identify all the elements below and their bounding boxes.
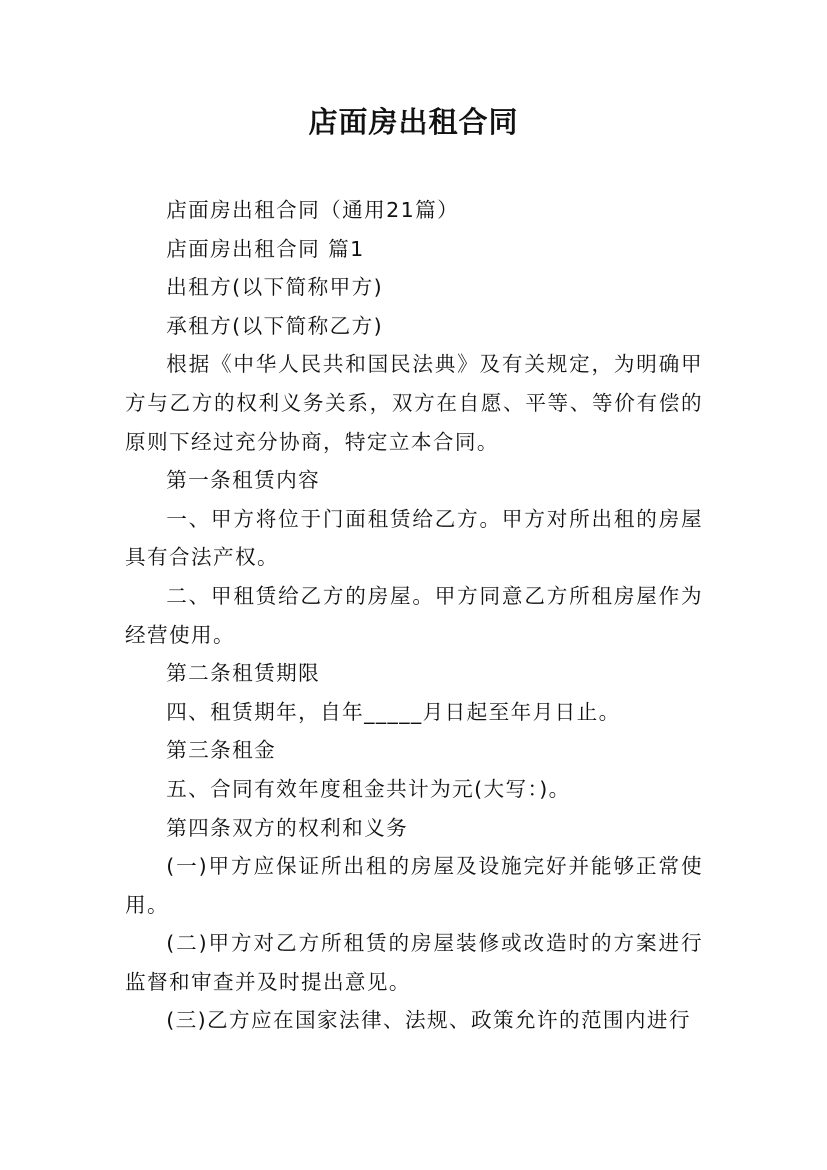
paragraph-article-4-heading: 第四条双方的权利和义务	[166, 815, 409, 840]
paragraph-subtitle: 店面房出租合同（通用21篇）	[166, 198, 460, 222]
paragraph-article-3-heading: 第三条租金	[166, 738, 277, 763]
paragraph-article-4-item-2: (二)甲方对乙方所租赁的房屋装修或改造时的方案进行监督和审查并及时提出意见。	[125, 931, 703, 994]
paragraph-article-2-heading: 第二条租赁期限	[166, 661, 321, 686]
paragraph-article-1-item-2: 二、甲租赁给乙方的房屋。甲方同意乙方所租房屋作为经营使用。	[125, 583, 703, 647]
paragraph-article-4-item-3: (三)乙方应在国家法律、法规、政策允许的范围内进行	[166, 1008, 691, 1033]
paragraph-article-1-item-1: 一、甲方将位于门面租赁给乙方。甲方对所出租的房屋具有合法产权。	[125, 506, 703, 570]
paragraph-section-heading: 店面房出租合同 篇1	[166, 236, 365, 261]
paragraph-preamble: 根据《中华人民共和国民法典》及有关规定，为明确甲方与乙方的权利义务关系，双方在自愿、平等、等价有偿的原则下经过充分协商，特定立本合同。	[125, 352, 703, 454]
paragraph-article-2-item-4: 四、租赁期年，自年_____月日起至年月日止。	[166, 699, 621, 724]
document-body	[125, 191, 703, 1040]
document-title: 店面房出租合同	[308, 105, 519, 139]
paragraph-lessor: 出租方(以下简称甲方)	[166, 275, 383, 300]
paragraph-article-4-item-1: (一)甲方应保证所出租的房屋及设施完好并能够正常使用。	[125, 854, 703, 917]
paragraph-article-1-heading: 第一条租赁内容	[166, 468, 321, 493]
paragraph-article-3-item-5: 五、合同有效年度租金共计为元(大写：)。	[166, 776, 571, 801]
paragraph-lessee: 承租方(以下简称乙方)	[166, 313, 383, 338]
